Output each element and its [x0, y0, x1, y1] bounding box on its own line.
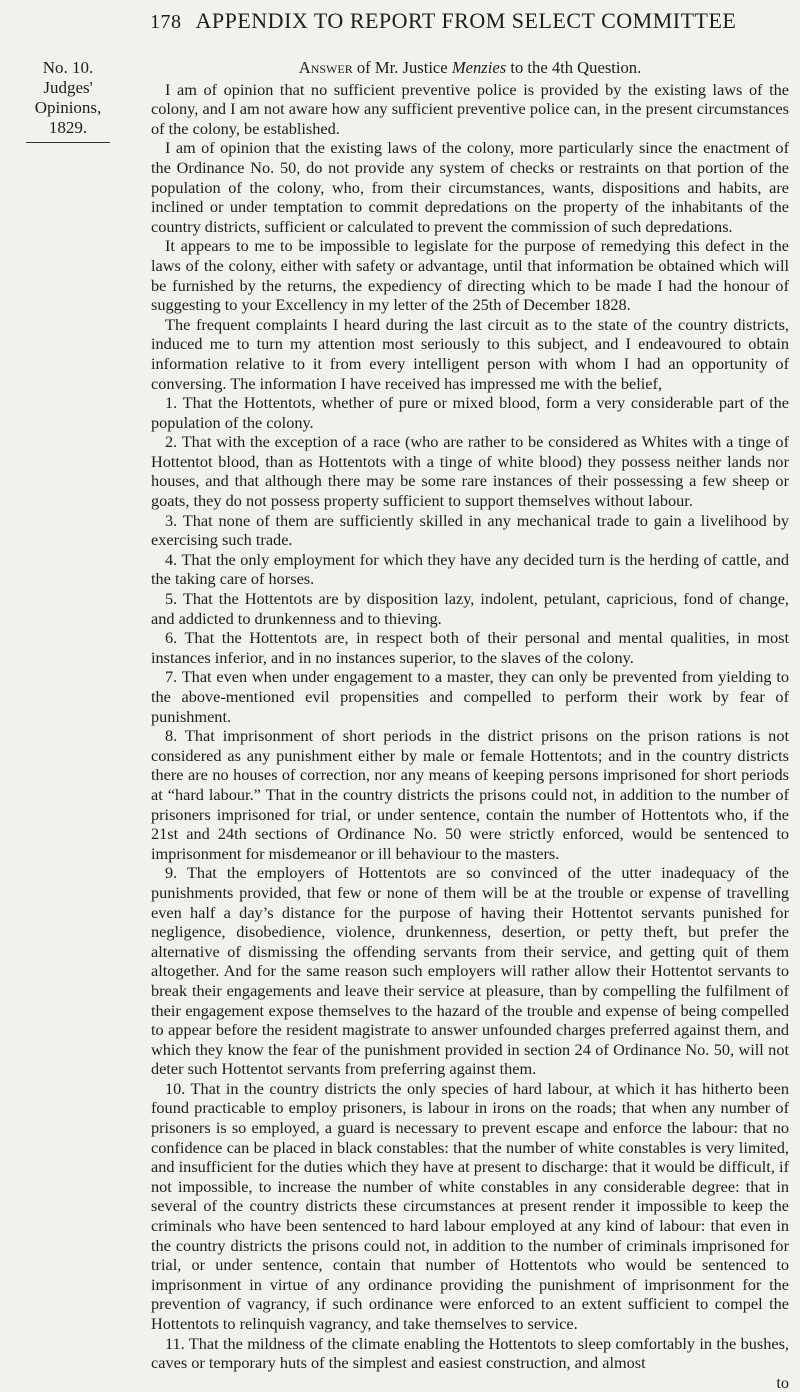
paragraph: 10. That in the country districts the only species of hard labour, at which it has hitherto been found practicable to employ prisoners, is labour in irons on the roads; that when any number of prisoners is so employed, a guard is necessary to prevent escape and enforce the labour: that no confidence can be placed in black constables: that the number of white constables is very limited, and insufficient for the duties which they have at present to discharge: that it would be difficult, if not impossible, to increase the number of white constables in any considerable degree: that in several of the country districts these circumstances at present render it impossible to keep the criminals who have been sentenced to hard labour employed at any kind of labour: that even in the country districts the prisons could not, in addition to the number of criminals imprisoned for trial, or under sentence, contain that number of Hottentots who would be sentenced to imprisonment in virtue of any ordinance providing the punishment of imprisonment for the prevention of vagrancy, if such ordinance were enforced to an extent sufficient to compel the Hottentots to relinquish vagrancy, and take themselves to service.: [151, 1078, 789, 1333]
paragraph: 2. That with the exception of a race (who are rather to be considered as Whites with a tinge of Hottentot blood, than as Hottentots with a tinge of white blood) they possess neither lands nor houses, and that although there may be some rare instances of their possessing a few sheep or goats, they do not possess property sufficient to support themselves without labour.: [151, 432, 789, 511]
paragraph: It appears to me to be impossible to legislate for the purpose of remedying this defect in the laws of the colony, either with safety or advantage, until that information be obtained which will be furnished by the returns, the expediency of directing which to be made I had the honour of suggesting to your Excellency in my letter of the 25th of December 1828.: [151, 236, 789, 315]
heading-suffix: to the 4th Question.: [506, 58, 642, 77]
heading-prefix: Answer: [298, 58, 353, 77]
heading-middle: of Mr. Justice: [352, 58, 452, 77]
running-head: [150, 8, 780, 34]
margin-rule: [26, 142, 110, 143]
paragraph: 9. That the employers of Hottentots are so convinced of the utter inadequacy of the punishments provided, that few or none of them will be at the trouble or expense of travelling even half a day’s distance for the purpose of having their Hottentot servants punished for negligence, disobedience, violence, drunkenness, desertion, or petty theft, but prefer the alternative of dismissing the offending servants from their service, and getting quit of them altogether. And for the same reason such employers will rather allow their Hottentot servants to break their engagements and leave their service at pleasure, than by compelling the fulfilment of their engagement expose themselves to the hazard of the trouble and expense of being compelled to appear before the resident magistrate to answer unfounded charges preferred against them, and which they know the fear of the punishment provided in section 24 of Ordinance No. 50, will not deter such Hottentot servants from preferring against them.: [151, 863, 789, 1079]
paragraph: 1. That the Hottentots, whether of pure or mixed blood, form a very considerable part of the population of the colony.: [151, 393, 789, 432]
margin-number: No. 10.: [42, 58, 94, 77]
page-number: 178: [150, 11, 182, 33]
body-text: [151, 58, 789, 1392]
paragraph: 3. That none of them are sufficiently skilled in any mechanical trade to gain a livelihood by exercising such trade.: [151, 510, 789, 550]
paragraph: 5. That the Hottentots are by disposition lazy, indolent, petulant, capricious, fond of change, and addicted to drunkenness and to thieving.: [151, 589, 789, 628]
continuation-word: to: [776, 1372, 789, 1392]
paragraph: I am of opinion that the existing laws of the colony, more particularly since the enactment of the Ordinance No. 50, do not provide any system of checks or restraints on that portion of the population of the colony, who, from their circumstances, wants, dispositions and habits, are inclined or under temptation to commit depredations on the property of the inhabitants of the country districts, sufficient or calculated to prevent the commission of such depredations.: [151, 138, 789, 236]
paragraph: 8. That imprisonment of short periods in the district prisons on the prison rations is not considered as any punishment either by male or female Hottentots; and in the country districts there are no houses of correction, nor any means of keeping persons imprisoned for short periods at “hard labour.” That in the country districts the prisons could not, in addition to the number of prisoners imprisoned for trial, or under sentence, contain the number of Hottentots who, if the 21st and 24th sections of Ordinance No. 50 were strictly enforced, would be sentenced to imprisonment for misdemeanor or ill behaviour to the masters.: [151, 726, 789, 863]
heading-name: Menzies: [451, 58, 507, 77]
margin-subject: Judges' Opinions,: [34, 78, 102, 117]
paragraph: I am of opinion that no sufficient preventive police is provided by the existing laws of the colony, and I am not aware how any sufficient preventive police can, in the present circumstances of the colony, be established.: [151, 79, 789, 138]
page-title: APPENDIX TO REPORT FROM SELECT COMMITTEE: [195, 8, 737, 33]
section-heading: [151, 58, 789, 78]
margin-note: [8, 58, 128, 143]
paragraph: 11. That the mildness of the climate enabling the Hottentots to sleep comfortably in the bushes, caves or temporary huts of the simplest and easiest construction, and almost: [151, 1333, 789, 1373]
paragraph: The frequent complaints I heard during the last circuit as to the state of the country districts, induced me to turn my attention most seriously to this subject, and I endeavoured to obtain information relative to it from every intelligent person with whom I had an opportunity of conversing. The information I have received has impressed me with the belief,: [151, 314, 789, 393]
paragraph: 6. That the Hottentots are, in respect both of their personal and mental qualities, in most instances inferior, and in no instances superior, to the slaves of the colony.: [151, 628, 789, 667]
paragraph: 7. That even when under engagement to a master, they can only be prevented from yielding to the above-mentioned evil propensities and compelled to perform their work by fear of punishment.: [151, 667, 789, 726]
margin-year: 1829.: [48, 118, 88, 137]
paragraph: 4. That the only employment for which they have any decided turn is the herding of cattle, and the taking care of horses.: [151, 549, 789, 589]
